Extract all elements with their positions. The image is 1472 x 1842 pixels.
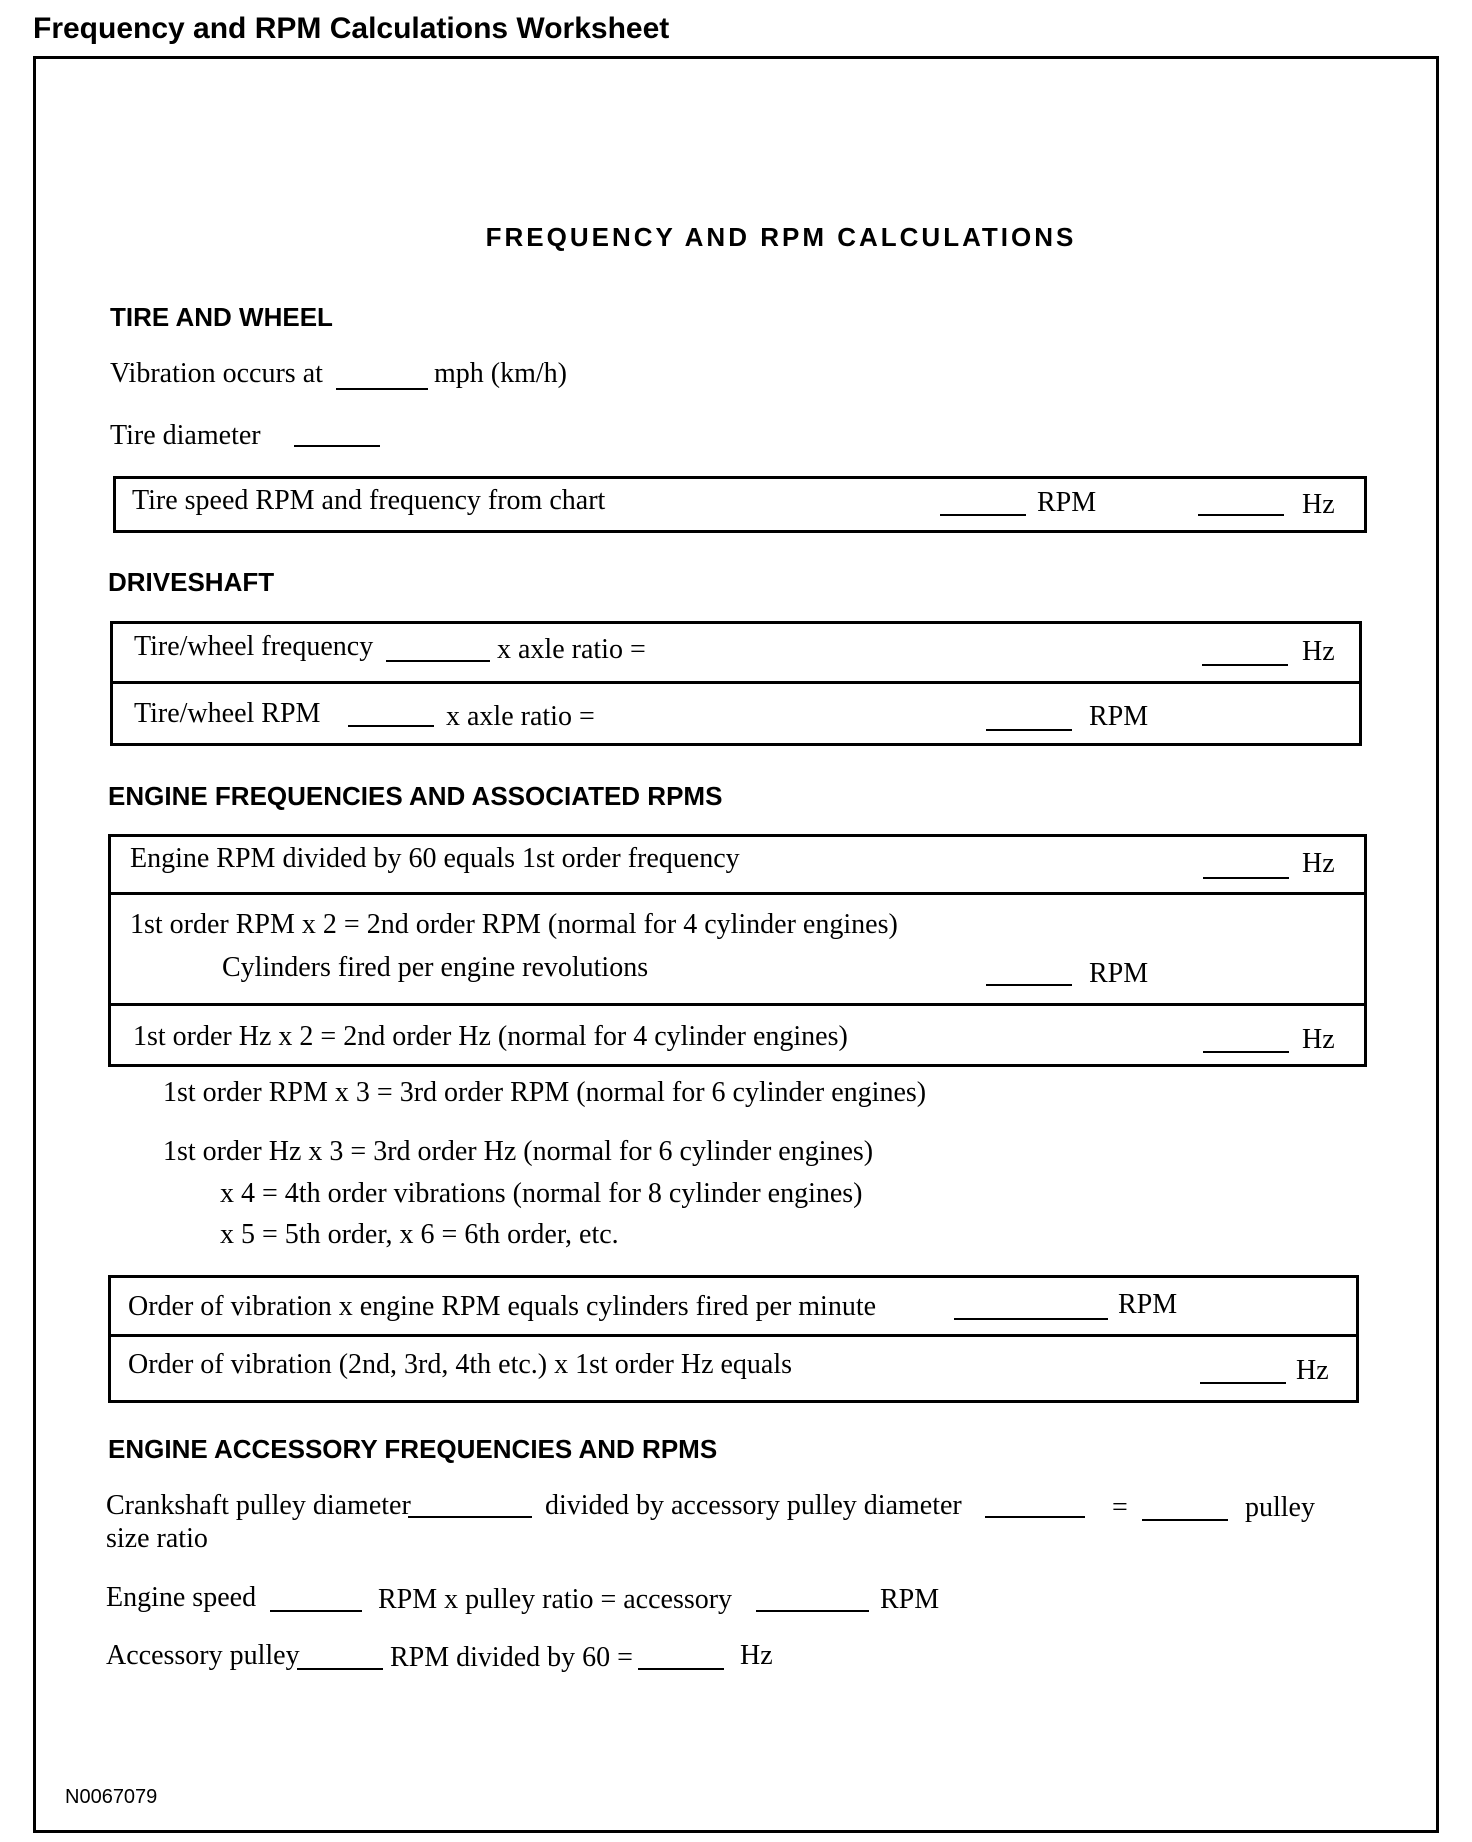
tire-wheel-heading: TIRE AND WHEEL	[110, 302, 333, 332]
pulley-word: pulley	[1245, 1492, 1315, 1523]
tire-speed-hz-blank[interactable]	[1198, 514, 1284, 516]
driveshaft-divider	[110, 681, 1362, 684]
engine-divider-2	[108, 1003, 1367, 1006]
tire-wheel-rpm-label: Tire/wheel RPM	[134, 698, 321, 729]
second-order-hz-unit: Hz	[1302, 1024, 1335, 1055]
size-ratio-label: size ratio	[106, 1523, 208, 1554]
engine-rpm-60-text: Engine RPM divided by 60 equals 1st order frequency	[130, 843, 740, 874]
accessory-divided-text: RPM divided by 60 =	[390, 1642, 633, 1673]
order-rpm-text: Order of vibration x engine RPM equals cylinders fired per minute	[128, 1291, 877, 1322]
accessory-hz-unit: Hz	[740, 1640, 773, 1671]
second-order-hz-text: 1st order Hz x 2 = 2nd order Hz (normal for 4 cylinder engines)	[133, 1021, 848, 1052]
pulley-ratio-text: RPM x pulley ratio = accessory	[378, 1584, 733, 1615]
crankshaft-diameter-blank[interactable]	[408, 1516, 532, 1518]
worksheet-title: FREQUENCY AND RPM CALCULATIONS	[485, 222, 1077, 252]
engine-speed-label: Engine speed	[106, 1582, 257, 1613]
tire-wheel-rpm-blank[interactable]	[348, 725, 434, 727]
driveshaft-hz-unit: Hz	[1302, 636, 1335, 667]
rpm-axle-ratio-label: x axle ratio =	[446, 701, 595, 732]
tire-wheel-frequency-blank[interactable]	[386, 660, 490, 662]
vibration-label: Vibration occurs at	[110, 358, 323, 389]
pulley-equals-sign: =	[1112, 1492, 1128, 1523]
document-header-title: Frequency and RPM Calculations Worksheet	[33, 12, 670, 45]
second-order-rpm-text: 1st order RPM x 2 = 2nd order RPM (normal for 4 cylinder engines)	[130, 909, 898, 940]
first-order-hz-blank[interactable]	[1203, 877, 1289, 879]
tire-wheel-frequency-label: Tire/wheel frequency	[134, 631, 374, 662]
fourth-order-note: x 4 = 4th order vibrations (normal for 8 cylinder engines)	[220, 1178, 863, 1209]
accessory-rpm-blank[interactable]	[756, 1610, 869, 1612]
third-order-hz-note: 1st order Hz x 3 = 3rd order Hz (normal for 6 cylinder engines)	[163, 1136, 874, 1167]
vibration-speed-blank[interactable]	[336, 388, 428, 390]
accessory-pulley-rpm-blank[interactable]	[297, 1668, 383, 1670]
pulley-ratio-blank[interactable]	[1142, 1519, 1228, 1521]
tire-speed-hz-unit: Hz	[1302, 489, 1335, 520]
frequency-axle-ratio-label: x axle ratio =	[497, 634, 646, 665]
tire-speed-rpm-blank[interactable]	[940, 514, 1026, 516]
accessory-diameter-label: divided by accessory pulley diameter	[545, 1490, 962, 1521]
order-hz-unit: Hz	[1296, 1355, 1329, 1386]
accessory-heading: ENGINE ACCESSORY FREQUENCIES AND RPMS	[108, 1434, 718, 1464]
accessory-hz-blank[interactable]	[638, 1668, 724, 1670]
driveshaft-rpm-blank[interactable]	[986, 729, 1072, 731]
order-rpm-unit: RPM	[1118, 1289, 1178, 1320]
second-order-rpm-blank[interactable]	[986, 984, 1072, 986]
engine-speed-blank[interactable]	[270, 1610, 362, 1612]
order-hz-text: Order of vibration (2nd, 3rd, 4th etc.) x 1st order Hz equals	[128, 1349, 793, 1380]
order-divider	[108, 1334, 1359, 1337]
figure-code: N0067079	[65, 1786, 158, 1808]
tire-speed-rpm-unit: RPM	[1037, 487, 1097, 518]
engine-divider-1	[108, 892, 1367, 895]
order-hz-blank[interactable]	[1200, 1382, 1286, 1384]
tire-diameter-blank[interactable]	[294, 445, 380, 447]
vibration-unit-label: mph (km/h)	[434, 358, 567, 389]
cylinders-fired-per-minute-blank[interactable]	[954, 1318, 1108, 1320]
driveshaft-rpm-unit: RPM	[1089, 701, 1149, 732]
engine-heading: ENGINE FREQUENCIES AND ASSOCIATED RPMS	[108, 781, 723, 811]
higher-order-note: x 5 = 5th order, x 6 = 6th order, etc.	[220, 1219, 619, 1250]
crankshaft-pulley-label: Crankshaft pulley diameter	[106, 1490, 411, 1521]
second-order-rpm-unit: RPM	[1089, 958, 1149, 989]
accessory-rpm-unit: RPM	[880, 1584, 940, 1615]
cylinders-fired-text: Cylinders fired per engine revolutions	[222, 952, 649, 983]
accessory-diameter-blank[interactable]	[985, 1516, 1085, 1518]
driveshaft-heading: DRIVESHAFT	[108, 567, 275, 597]
third-order-rpm-note: 1st order RPM x 3 = 3rd order RPM (normal for 6 cylinder engines)	[163, 1077, 927, 1108]
tire-speed-label: Tire speed RPM and frequency from chart	[132, 485, 606, 516]
driveshaft-hz-blank[interactable]	[1202, 664, 1288, 666]
first-order-hz-unit: Hz	[1302, 848, 1335, 879]
tire-diameter-label: Tire diameter	[110, 420, 261, 451]
second-order-hz-blank[interactable]	[1203, 1051, 1289, 1053]
accessory-pulley-label: Accessory pulley	[106, 1640, 300, 1671]
